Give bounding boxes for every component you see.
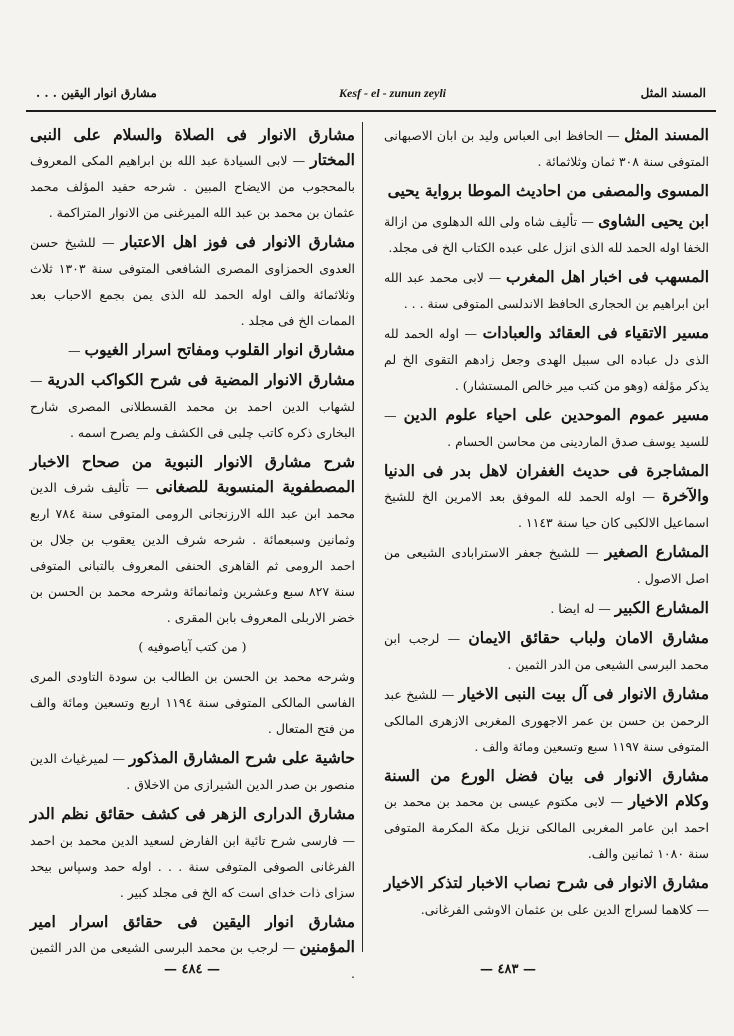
entry-title: المشاجرة فى حديث الغفران لاهل بدر فى الدنيا والآخرة <box>384 461 709 505</box>
header-right-title: المسند المثل <box>640 86 706 100</box>
page-number-right: — ٤٨٣ — <box>480 962 537 977</box>
entry-title: مشارق الانوار فى الصلاة والسلام على النبى المختار <box>30 125 355 169</box>
bibliography-entry <box>384 539 709 591</box>
running-header <box>26 86 716 106</box>
right-column <box>384 122 709 962</box>
entry-title: مشارق انوار القلوب ومفاتح اسرار الغيوب <box>84 340 355 359</box>
header-left-title: مشارق انوار اليقين . . . <box>36 86 157 100</box>
entry-description: — لابى مكتوم عيسى بن محمد بن محمد بن احمد ابن عامر المغربى المالكى نزيل مكة المكرمة المتوفى سنة ١٠٨٠ ثمانين والف. <box>384 794 709 861</box>
entry-title: مشارق انوار اليقين فى حقائق اسرار امير المؤمنين <box>30 912 355 956</box>
bibliography-entry <box>30 337 355 363</box>
entry-description: — للشيخ جعفر الاسترابادى الشيعى من اصل الاصول . <box>384 545 709 586</box>
entry-description: — له ايضا . <box>550 601 615 616</box>
bibliography-entry <box>30 122 355 225</box>
entry-title: شرح مشارق الانوار النبوية من صحاح الاخبار المصطفوية المنسوبة للصغانى <box>30 452 355 496</box>
header-center-title: Kesf - el - zunun zeyli <box>339 86 447 100</box>
bibliography-entry <box>384 122 709 174</box>
entry-title: مشارق الانوار المضية فى شرح الكواكب الدرية <box>47 370 355 389</box>
entry-title: مسير عموم الموحدين على احياء علوم الدين <box>403 405 709 424</box>
entry-title: المشارع الصغير <box>604 542 709 561</box>
bibliography-entry <box>30 663 355 741</box>
entry-description: — اوله الحمد لله الذى دل عباده الى سبيل الهدى وجعل زادهم التقوى الخ لم يذكر مؤلفه (وهو من كتب مير خالص المستشار) . <box>384 326 709 393</box>
bibliography-entry <box>384 681 709 759</box>
header-rule <box>26 110 716 112</box>
entry-description: — تأليف شاه ولى الله الدهلوى من ازالة الخفا اوله الحمد لله الذى انزل على عبده الكتاب الخ فى مجلد. <box>384 214 709 255</box>
entry-description: — الحافظ ابی العباس وليد بن ابان الاصبهانی المتوفى سنة ٣٠٨ ثمان وثلاثمائة . <box>384 128 709 169</box>
entry-description: — لابى محمد عبد الله ابن ابراهيم بن الحجارى الحافظ الاندلسى المتوفى سنة . . . <box>384 270 709 311</box>
entry-description: — لرجب بن محمد البرسى الشيعى من الدر الثمين . <box>30 940 355 981</box>
bibliography-entry <box>384 320 709 398</box>
entry-description: — لرجب ابن محمد البرسى الشيعى من الدر الثمين . <box>384 631 709 672</box>
bibliography-entry <box>384 595 709 621</box>
entry-title: مشارق الانوار فى فوز اهل الاعتبار <box>120 232 355 251</box>
bibliography-entry <box>30 367 355 445</box>
entry-description: — للشيخ حسن العدوى الحمزاوى المصرى الشافعى المتوفى سنة ١٣٠٣ ثلاث وثلاثمائة والف اوله الحمد لله الذى يمن بجمع الاحباب بعد الممات الخ فى مجلد . <box>30 235 355 328</box>
bibliography-entry <box>384 458 709 535</box>
entry-description: — لابى السيادة عبد الله بن ابراهيم المكى المعروف بالمحجوب من الايضاح المبين . شرحه حفيد المؤلف محمد عثمان بن محمد بن عبد الله الميرغنى من الانوار المتراكمة . <box>30 153 355 220</box>
entry-description: — اوله الحمد لله الموفق بعد الامرين الخ للشيخ اسماعيل الالكبى كان حيا سنة ١١٤٣ . <box>384 489 709 530</box>
bibliography-entry <box>384 178 709 204</box>
entry-title: مسير الاتقياء فى العقائد والعبادات <box>482 323 709 342</box>
entry-description: — كلاهما لسراج الدين على بن عثمان الاوشى الفرغانى. <box>420 902 709 917</box>
bibliography-entry <box>384 870 709 922</box>
bibliography-entry <box>30 229 355 333</box>
entry-description: — لميرغياث الدين منصور بن صدر الدين الشيرازى من الاخلاق . <box>30 751 355 792</box>
bibliography-entry <box>384 208 709 260</box>
column-divider <box>362 122 363 952</box>
entry-description: — تأليف شرف الدين محمد ابن عبد الله الارزنجانى الرومى المتوفى سنة ٧٨٤ اربع وثمانين وسبعمائة . شرحه شرف الدين يعقوب بن جلال بن احمد الرومى ثم القاهرى الحنفى المعروف بالتبانى المتوفى سنة ٨٢٧ سبع وعشرين وثمانمائة وشرحه محمد بن الحسن بن خضر الاربلى المعروف بابن المقرى . <box>30 480 355 625</box>
entry-title: مشارق الانوار فى بيان فضل الورع من السنة وكلام الاخيار <box>384 766 709 810</box>
entry-title: المسهب فى اخبار اهل المغرب <box>506 267 710 286</box>
entry-description: — لشهاب الدين احمد بن محمد القسطلانى المصرى شارح البخارى ذكره كاتب چلبى فى الكشف ولم يصرح اسمه . <box>30 373 355 440</box>
entry-title: ابن يحيى الشاوى <box>598 211 709 230</box>
entry-description: — فارسى شرح تائية ابن الفارض لسعيد الدين محمد بن احمد الفرغانى الصوفى المتوفى سنة . . . اوله حمد وسپاس بيحد سزاى ذات خداى است كه الخ فى مجلد كبير . <box>30 833 355 900</box>
bibliography-entry <box>384 763 709 866</box>
bibliography-entry <box>384 402 709 454</box>
entry-title: مشارق الدرارى الزهر فى كشف حقائق نظم الدر <box>30 804 355 823</box>
entry-description: — <box>68 343 85 358</box>
entry-title: المسند المثل <box>624 125 709 144</box>
entry-title: المسوى والمصفى من احاديث الموطا برواية يحيى <box>387 181 709 200</box>
entry-title: المشارع الكبير <box>614 598 709 617</box>
entry-description: — للشيخ عبد الرحمن بن حسن بن عمر الاجهورى المغربى الازهرى المالكى المتوفى سنة ١١٩٧ سبع وتسعين ومائة والف . <box>384 687 709 754</box>
entry-title: مشارق الامان ولباب حقائق الايمان <box>468 628 709 647</box>
bibliography-entry <box>30 745 355 797</box>
entry-title: مشارق الانوار فى آل بيت النبى الاخيار <box>458 684 709 703</box>
entry-description: — للسيد يوسف صدق الماردينى من محاسن الحسام . <box>384 408 709 449</box>
entry-description: وشرحه محمد بن الحسن بن الطالب بن سودة التاودى المرى الفاسى المالكى المتوفى سنة ١١٩٤ اربع وتسعين ومائة والف من فتح المتعال . <box>30 669 355 736</box>
bibliography-entry <box>384 264 709 316</box>
entry-title: حاشية على شرح المشارق المذكور <box>129 748 355 767</box>
bibliography-entry <box>384 625 709 677</box>
source-note: ( من كتب آياصوفيه ) <box>138 639 247 654</box>
entry-title: مشارق الانوار فى شرح نصاب الاخبار لتذكر الاخيار <box>384 873 709 892</box>
bibliography-entry <box>30 801 355 905</box>
bibliography-entry <box>30 449 355 630</box>
page-number-left: — ٤٨٤ — <box>164 962 221 977</box>
